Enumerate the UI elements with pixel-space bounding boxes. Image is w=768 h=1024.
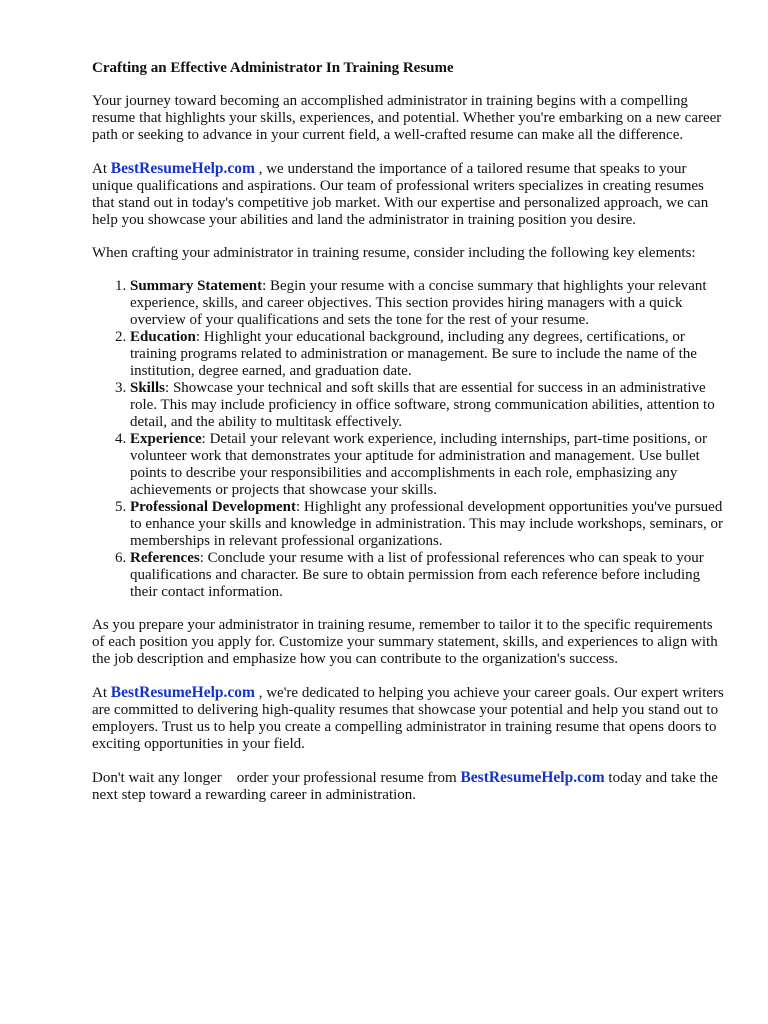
document-page xyxy=(92,60,724,820)
dedicated-prefix: At xyxy=(92,685,111,701)
list-item-text: : Begin your resume with a concise summary that highlights your relevant experience, skills, and career objectives. This section provides hiring managers with a quick overview of your qualifications and sets the tone for the rest of your resume. xyxy=(130,278,707,328)
bestresumehelp-link[interactable]: BestResumeHelp.com xyxy=(110,684,255,701)
about-paragraph xyxy=(92,160,724,229)
list-item xyxy=(130,431,724,499)
closing-text: today and take the next step toward a rewarding career in administration. xyxy=(92,770,722,803)
list-item-term: Summary Statement xyxy=(130,278,263,294)
dedicated-text: , we're dedicated to helping you achieve your career goals. Our expert writers are committed to delivering high-quality resumes that showcase your potential and help you stand out to employers. Trust us to help you create a compelling administrator in training resume that opens doors to exciting opportunities in your field. xyxy=(92,685,724,752)
list-item-term: Skills xyxy=(130,380,166,396)
list-item-text: : Detail your relevant work experience, including internships, part-time positions, or volunteer work that demonstrates your aptitude for administration and management. Use bullet points to describe your responsibilities and accomplishments in each role, emphasizing any achievements or projects that showcase your skills. xyxy=(130,431,707,498)
list-item xyxy=(130,278,724,329)
about-prefix: At xyxy=(92,161,111,177)
document-title: Crafting an Effective Administrator In Training Resume xyxy=(92,60,454,76)
list-item-term: Education xyxy=(130,329,196,345)
list-item-term: References xyxy=(130,550,200,566)
bestresumehelp-link[interactable]: BestResumeHelp.com xyxy=(460,769,605,786)
key-elements-list xyxy=(92,278,724,601)
list-item xyxy=(130,499,724,550)
list-item-text: : Highlight any professional development opportunities you've pursued to enhance your skills and knowledge in administration. This may include workshops, seminars, or memberships in relevant professional organizations. xyxy=(130,499,723,549)
list-item-text: : Conclude your resume with a list of professional references who can speak to your qualifications and character. Be sure to obtain permission from each reference before including their contact information. xyxy=(130,550,704,600)
bestresumehelp-link[interactable]: BestResumeHelp.com xyxy=(110,160,255,177)
list-item-term: Professional Development xyxy=(130,499,296,515)
list-intro-paragraph: When crafting your administrator in training resume, consider including the following key elements: xyxy=(92,245,696,261)
intro-paragraph: Your journey toward becoming an accomplished administrator in training begins with a compelling resume that highlights your skills, experiences, and potential. Whether you're embarking on a new career path or seeking to advance in your current field, a well-crafted resume can make all the difference. xyxy=(92,93,722,143)
tailor-paragraph: As you prepare your administrator in training resume, remember to tailor it to the specific requirements of each position you apply for. Customize your summary statement, skills, and experiences to align with the job description and emphasize how you can contribute to the organization's success. xyxy=(92,617,718,667)
closing-prefix: Don't wait any longer order your professional resume from xyxy=(92,770,461,786)
list-item xyxy=(130,550,724,601)
list-item-text: : Highlight your educational background, including any degrees, certifications, or training programs related to administration or management. Be sure to include the name of the institution, degree earned, and graduation date. xyxy=(130,329,697,379)
list-item-text: : Showcase your technical and soft skills that are essential for success in an administrative role. This may include proficiency in office software, strong communication abilities, attention to detail, and the ability to multitask effectively. xyxy=(130,380,715,430)
about-text: , we understand the importance of a tailored resume that speaks to your unique qualifications and aspirations. Our team of professional writers specializes in creating resumes that stand out in today's competitive job market. With our expertise and personalized approach, we can help you showcase your abilities and land the administrator in training position you desire. xyxy=(92,161,709,228)
dedicated-paragraph xyxy=(92,684,724,753)
closing-paragraph xyxy=(92,769,724,804)
list-item-term: Experience xyxy=(130,431,202,447)
list-item xyxy=(130,380,724,431)
list-item xyxy=(130,329,724,380)
